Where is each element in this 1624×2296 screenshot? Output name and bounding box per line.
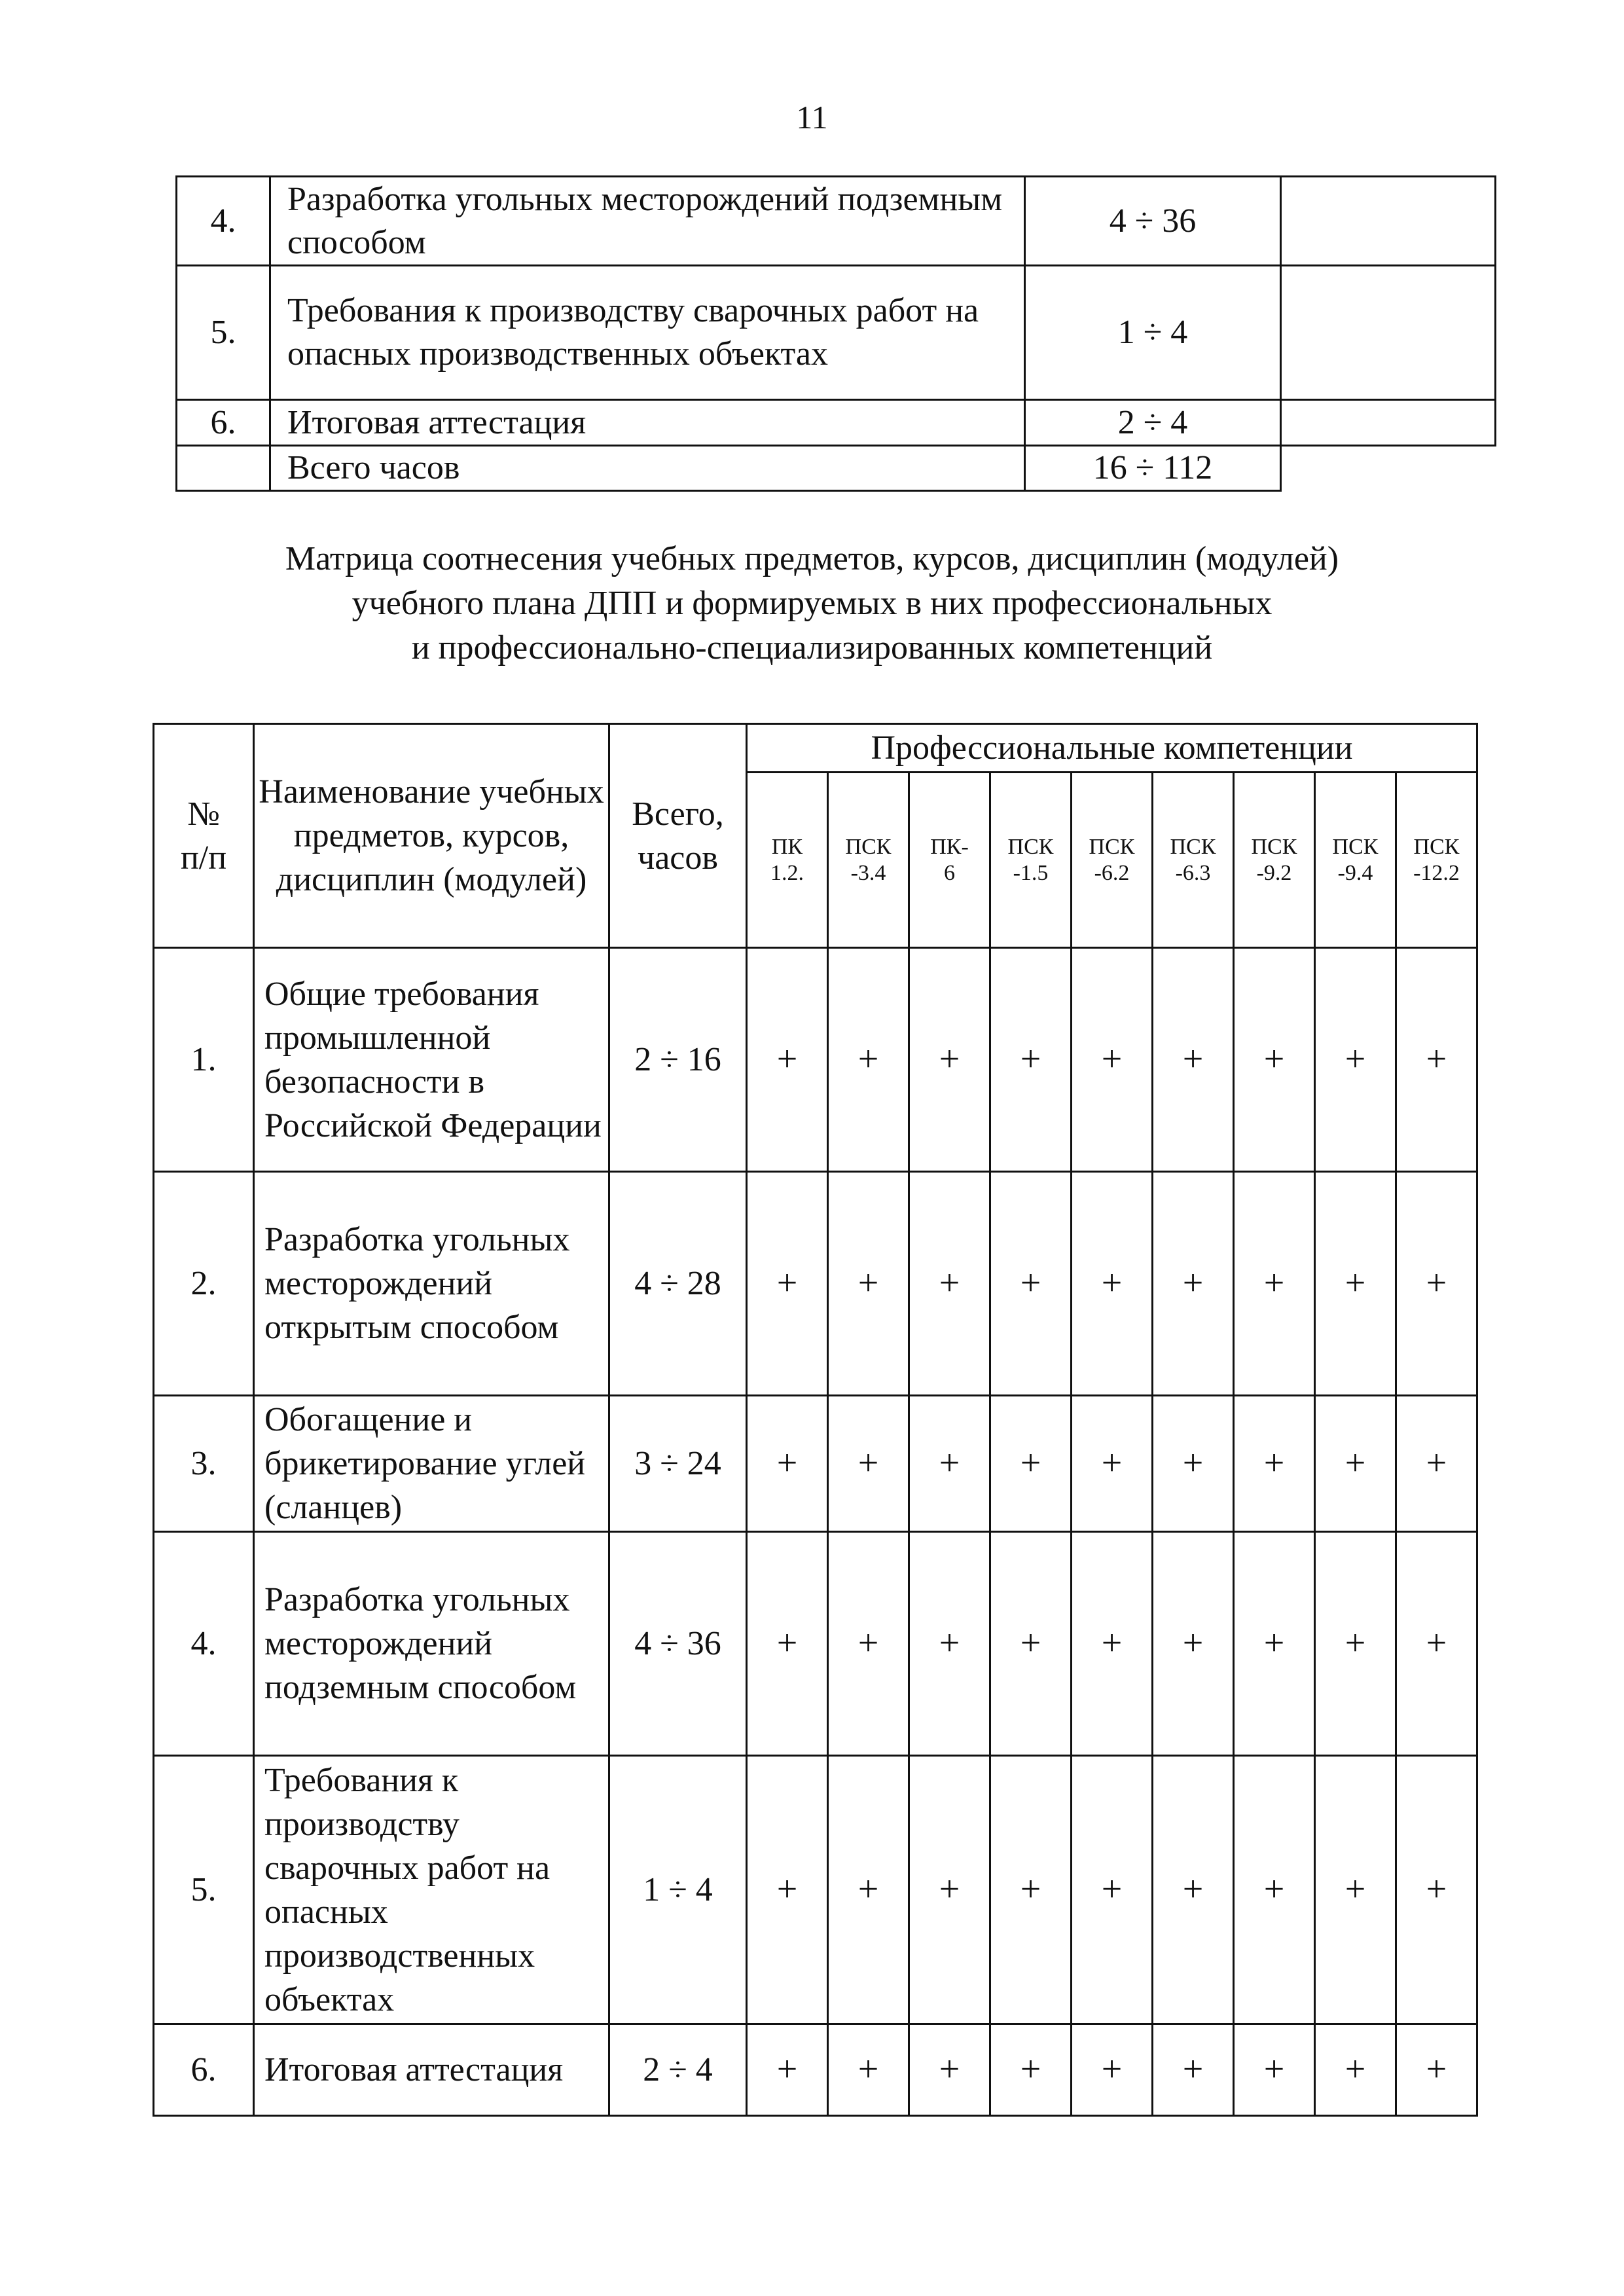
competency-mark: + — [909, 2024, 990, 2116]
competency-mark: + — [1396, 1756, 1477, 2024]
table-row — [177, 177, 1496, 266]
competency-matrix — [153, 723, 1478, 2117]
table-row — [154, 948, 1477, 1172]
header-competencies: Профессиональные компетенции — [747, 724, 1477, 773]
competency-header: ПСК -6.2 — [1072, 773, 1153, 948]
course-hours: 1 ÷ 4 — [609, 1756, 747, 2024]
competency-mark: + — [828, 1396, 909, 1532]
competency-mark: + — [990, 1532, 1072, 1756]
competency-mark: + — [1315, 2024, 1396, 2116]
competency-mark: + — [828, 948, 909, 1172]
competency-mark: + — [1396, 948, 1477, 1172]
competency-mark: + — [1315, 1172, 1396, 1396]
course-name: Обогащение и брикетирование углей (сланцев) — [254, 1396, 609, 1532]
competency-mark: + — [1234, 1396, 1315, 1532]
table-row — [177, 266, 1496, 400]
competency-mark: + — [747, 1396, 828, 1532]
competency-mark: + — [1396, 2024, 1477, 2116]
competency-mark: + — [1315, 1396, 1396, 1532]
total-label: Всего часов — [270, 446, 1025, 491]
table-row — [154, 1756, 1477, 2024]
empty-cell — [177, 446, 270, 491]
course-name: Общие требования промышленной безопасности в Российской Федерации — [254, 948, 609, 1172]
competency-mark: + — [1153, 1172, 1234, 1396]
header-row — [154, 724, 1477, 773]
competency-mark: + — [909, 1172, 990, 1396]
course-name: Разработка угольных месторождений подземным способом — [254, 1532, 609, 1756]
competency-mark: + — [1234, 948, 1315, 1172]
competency-mark: + — [747, 948, 828, 1172]
row-number: 4. — [154, 1532, 254, 1756]
competency-mark: + — [747, 1172, 828, 1396]
competency-mark: + — [828, 1532, 909, 1756]
competency-mark: + — [1153, 2024, 1234, 2116]
title-line: учебного плана ДПП и формируемых в них профессиональных — [352, 585, 1272, 622]
course-hours: 4 ÷ 28 — [609, 1172, 747, 1396]
table-row — [154, 1172, 1477, 1396]
row-number: 6. — [154, 2024, 254, 2116]
title-line: и профессионально-специализированных компетенций — [411, 629, 1213, 666]
competency-mark: + — [1315, 1532, 1396, 1756]
competency-mark: + — [828, 1172, 909, 1396]
competency-mark: + — [990, 2024, 1072, 2116]
course-hours: 4 ÷ 36 — [1025, 177, 1281, 266]
competency-mark: + — [1072, 1396, 1153, 1532]
course-hours: 4 ÷ 36 — [609, 1532, 747, 1756]
competency-mark: + — [1072, 1756, 1153, 2024]
competency-mark: + — [1072, 1532, 1153, 1756]
matrix-title — [0, 537, 1624, 670]
course-hours: 2 ÷ 16 — [609, 948, 747, 1172]
course-name: Итоговая аттестация — [270, 400, 1025, 446]
competency-mark: + — [1315, 948, 1396, 1172]
competency-mark: + — [990, 1396, 1072, 1532]
hours-table — [175, 175, 1496, 492]
competency-mark: + — [1153, 948, 1234, 1172]
header-num: № п/п — [154, 724, 254, 948]
empty-cell — [1281, 177, 1496, 266]
competency-header: ПК- 6 — [909, 773, 990, 948]
total-hours: 16 ÷ 112 — [1025, 446, 1281, 491]
competency-mark: + — [747, 1532, 828, 1756]
empty-cell — [1281, 266, 1496, 400]
course-name: Требования к производству сварочных работ на опасных производственных объектах — [254, 1756, 609, 2024]
competency-mark: + — [1153, 1396, 1234, 1532]
competency-header: ПСК -1.5 — [990, 773, 1072, 948]
table-row — [177, 400, 1496, 446]
competency-mark: + — [1153, 1756, 1234, 2024]
competency-mark: + — [1396, 1532, 1477, 1756]
row-number: 6. — [177, 400, 270, 446]
total-row — [177, 446, 1496, 491]
course-name: Требования к производству сварочных работ на опасных производственных объектах — [270, 266, 1025, 400]
course-name: Разработка угольных месторождений подземным способом — [270, 177, 1025, 266]
header-total: Всего, часов — [609, 724, 747, 948]
competency-mark: + — [909, 1396, 990, 1532]
competency-mark: + — [1396, 1172, 1477, 1396]
competency-mark: + — [909, 948, 990, 1172]
competency-mark: + — [990, 1756, 1072, 2024]
competency-mark: + — [1072, 1172, 1153, 1396]
competency-mark: + — [1396, 1396, 1477, 1532]
course-hours: 2 ÷ 4 — [1025, 400, 1281, 446]
course-hours: 2 ÷ 4 — [609, 2024, 747, 2116]
competency-mark: + — [1072, 2024, 1153, 2116]
competency-header: ПСК -6.3 — [1153, 773, 1234, 948]
empty-cell — [1281, 446, 1496, 491]
row-number: 2. — [154, 1172, 254, 1396]
competency-mark: + — [747, 2024, 828, 2116]
competency-header: ПСК -9.2 — [1234, 773, 1315, 948]
table-row — [154, 1532, 1477, 1756]
competency-header: ПСК -12.2 — [1396, 773, 1477, 948]
competency-mark: + — [747, 1756, 828, 2024]
row-number: 3. — [154, 1396, 254, 1532]
table-row — [154, 2024, 1477, 2116]
table-row — [154, 1396, 1477, 1532]
competency-mark: + — [1234, 1756, 1315, 2024]
title-line: Матрица соотнесения учебных предметов, курсов, дисциплин (модулей) — [285, 540, 1339, 577]
row-number: 5. — [154, 1756, 254, 2024]
course-name: Итоговая аттестация — [254, 2024, 609, 2116]
competency-mark: + — [990, 1172, 1072, 1396]
competency-mark: + — [909, 1756, 990, 2024]
competency-mark: + — [1234, 2024, 1315, 2116]
competency-mark: + — [1315, 1756, 1396, 2024]
competency-mark: + — [990, 948, 1072, 1172]
competency-mark: + — [1153, 1532, 1234, 1756]
competency-mark: + — [1234, 1532, 1315, 1756]
course-hours: 3 ÷ 24 — [609, 1396, 747, 1532]
competency-mark: + — [828, 2024, 909, 2116]
row-number: 1. — [154, 948, 254, 1172]
course-hours: 1 ÷ 4 — [1025, 266, 1281, 400]
competency-header: ПСК -3.4 — [828, 773, 909, 948]
competency-mark: + — [828, 1756, 909, 2024]
page-number: 11 — [796, 99, 828, 136]
competency-header: ПСК -9.4 — [1315, 773, 1396, 948]
competency-mark: + — [1072, 948, 1153, 1172]
competency-mark: + — [1234, 1172, 1315, 1396]
row-number: 5. — [177, 266, 270, 400]
competency-header: ПК 1.2. — [747, 773, 828, 948]
header-name: Наименование учебных предметов, курсов, дисциплин (модулей) — [254, 724, 609, 948]
row-number: 4. — [177, 177, 270, 266]
empty-cell — [1281, 400, 1496, 446]
competency-mark: + — [909, 1532, 990, 1756]
course-name: Разработка угольных месторождений открытым способом — [254, 1172, 609, 1396]
